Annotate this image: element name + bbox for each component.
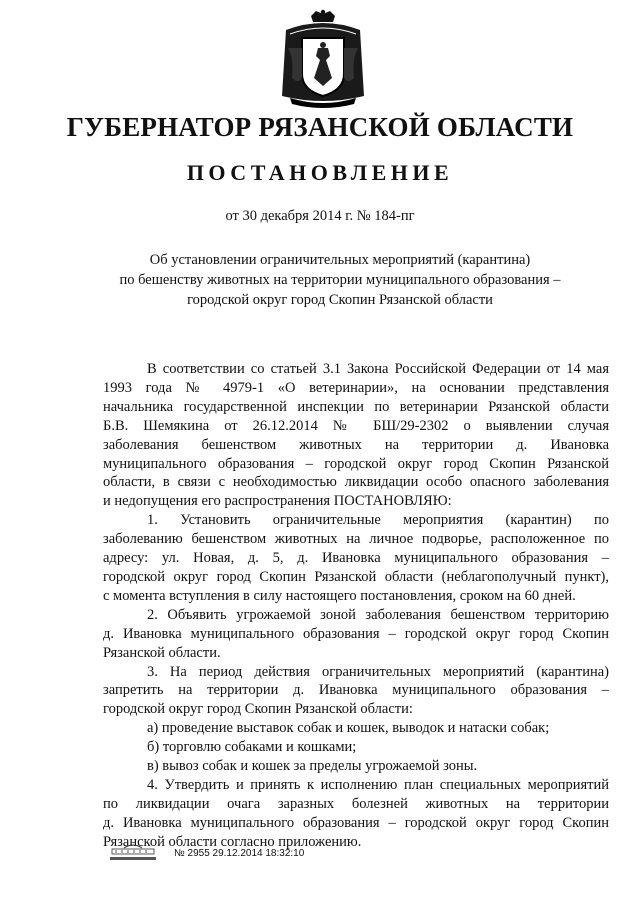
body-line: адресу: ул. Новая, д. 5, д. Ивановка муниципального образования –: [103, 550, 609, 567]
body-line: в) вывоз собак и кошек за пределы угрожаемой зоны.: [147, 758, 478, 775]
body-line: д. Ивановка муниципального образования – городской округ город Скопин: [103, 814, 609, 831]
body-line: 1. Установить ограничительные мероприятия (карантин) по: [147, 512, 609, 529]
body-line: заболеванию бешенством животных на личное подворье, расположенное по: [103, 531, 609, 548]
document-type-heading: ПОСТАНОВЛЕНИЕ: [186, 160, 454, 185]
body-line: 2. Объявить угрожаемой зоной заболевания бешенством территорию: [147, 606, 609, 623]
body-line: а) проведение выставок собак и кошек, выводок и натаски собак;: [147, 720, 550, 737]
coat-of-arms-emblem: [278, 8, 368, 110]
subject-line: Об установлении ограничительных мероприятий (карантина): [149, 252, 531, 268]
body-line: Б.В. Шемякина от 26.12.2014 № БШ/29-2302 о выявлении случая: [103, 417, 609, 434]
body-line: запретить на территории д. Ивановка муниципального образования –: [103, 682, 609, 699]
subject-line: городской округ город Скопин Рязанской области: [187, 292, 493, 308]
decree-subject: [100, 250, 580, 310]
body-line: Рязанской области согласно приложению.: [103, 833, 362, 850]
registration-number: № 2955 29.12.2014 18:32:10: [174, 848, 305, 859]
decree-date-number: от 30 декабря 2014 г. № 184-пг: [225, 208, 415, 224]
body-line: области, в связи с необходимостью ликвидации особо опасного заболевания: [103, 474, 609, 491]
body-line: по ликвидации очага заразных болезней животных на территории: [103, 795, 609, 812]
body-line: муниципального образования – городской округ город Скопин Рязанской: [103, 455, 609, 472]
body-line: и недопущения его распространения ПОСТАНОВЛЯЮ:: [103, 493, 452, 510]
body-line: городской округ город Скопин Рязанской области (неблагополучный пункт),: [103, 568, 609, 585]
body-line: Рязанской области.: [103, 644, 221, 661]
body-line: 3. На период действия ограничительных мероприятий (карантина): [147, 663, 609, 680]
body-line: начальника государственной инспекции по ветеринарии Рязанской области: [103, 398, 609, 415]
body-line: городской округ город Скопин Рязанской области:: [103, 701, 413, 718]
body-line: 4. Утвердить и принять к исполнению план специальных мероприятий: [147, 776, 609, 793]
body-line: В соответствии со статьей 3.1 Закона Российской Федерации от 14 мая: [147, 361, 609, 377]
body-line: заболевания бешенством животных на территории д. Ивановка: [103, 436, 609, 453]
registry-stamp-icon: [104, 842, 162, 864]
body-line: б) торговлю собаками и кошками;: [147, 739, 357, 756]
body-line: д. Ивановка муниципального образования – городской округ город Скопин: [103, 625, 609, 642]
issuing-authority-heading: ГУБЕРНАТОР РЯЗАНСКОЙ ОБЛАСТИ: [66, 112, 574, 142]
body-line: 1993 года № 4979-1 «О ветеринарии», на основании представления: [103, 379, 609, 396]
subject-line: по бешенству животных на территории муниципального образования –: [119, 272, 561, 288]
decree-body: [103, 360, 609, 852]
body-line: с момента вступления в силу настоящего постановления, сроком на 60 дней.: [103, 587, 576, 604]
